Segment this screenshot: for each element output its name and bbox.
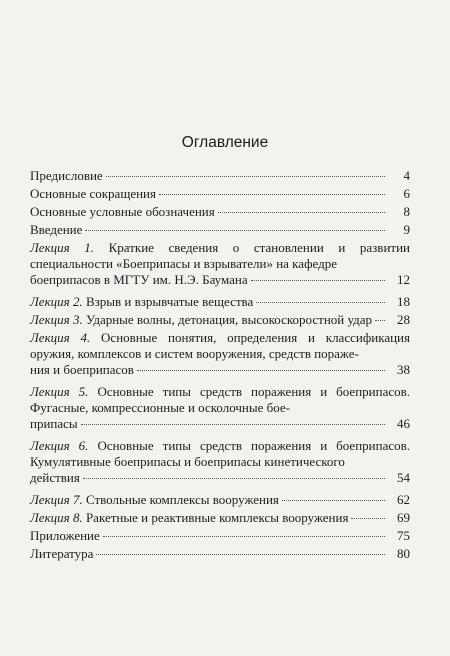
dot-leader — [83, 478, 385, 479]
toc-entry-label-end: припасы — [30, 416, 78, 431]
lecture-prefix: Лекция 2. — [30, 294, 83, 309]
toc-entry-lecture-5 — [30, 384, 410, 432]
toc-entry-label: Введение — [30, 222, 83, 237]
toc-entry-notation — [30, 204, 410, 220]
dot-leader — [106, 176, 385, 177]
toc-entry-lecture-1 — [30, 240, 410, 288]
toc-entry-label: Основные сокращения — [30, 186, 156, 201]
dot-leader — [251, 280, 385, 281]
toc-entry-label-end: действия — [30, 470, 80, 485]
toc-entry-page: 4 — [403, 168, 410, 183]
dot-leader — [96, 554, 385, 555]
dot-leader — [137, 370, 385, 371]
toc-entry-label: Приложение — [30, 528, 100, 543]
dot-leader — [282, 500, 385, 501]
toc-entry-label: Ствольные комплексы вооружения — [85, 492, 279, 507]
lecture-prefix: Лекция 3. — [30, 312, 83, 327]
toc-entry-label: Основные понятия, определения и классификация оружия, комплексов и систем вооружения, средств пораже- — [30, 330, 410, 361]
toc-entry-label: Литература — [30, 546, 94, 561]
toc-entry-abbreviations — [30, 186, 410, 202]
toc-entry-label: Ударные волны, детонация, высокоскоростной удар — [85, 312, 373, 327]
toc-entry-label: Предисловие — [30, 168, 103, 183]
toc-entry-label-end: боеприпасов в МГТУ им. Н.Э. Баумана — [30, 272, 248, 287]
toc-entry-page: 8 — [403, 204, 410, 219]
lecture-prefix: Лекция 1. — [30, 240, 95, 255]
toc-entry-page: 6 — [403, 186, 410, 201]
toc-entry-page: 69 — [397, 510, 410, 525]
toc-entry-page: 12 — [397, 272, 410, 287]
page-title: Оглавление — [181, 134, 269, 151]
lecture-prefix: Лекция 5. — [30, 384, 89, 399]
dot-leader — [218, 212, 385, 213]
toc-entry-lecture-7 — [30, 492, 410, 508]
toc-entry-page: 18 — [397, 294, 410, 309]
dot-leader — [351, 518, 385, 519]
toc-entry-lecture-2 — [30, 294, 410, 310]
lecture-prefix: Лекция 6. — [30, 438, 89, 453]
toc-entry-lecture-8 — [30, 510, 410, 526]
lecture-prefix: Лекция 7. — [30, 492, 83, 507]
toc-entry-page: 28 — [397, 312, 410, 327]
dot-leader — [103, 536, 385, 537]
toc-entry-lecture-3 — [30, 312, 410, 328]
toc-entry-page: 46 — [397, 416, 410, 431]
toc-entry-label: Краткие сведения о становлении и развитии специальности «Боеприпасы и взрыватели» на кафедре — [30, 240, 410, 271]
toc-entry-literature — [30, 546, 410, 562]
lecture-prefix: Лекция 4. — [30, 330, 91, 345]
toc-entry-label: Основные типы средств поражения и боеприпасов. Кумулятивные боеприпасы и боеприпасы кинетического — [30, 438, 410, 469]
dot-leader — [159, 194, 385, 195]
table-of-contents — [30, 168, 410, 562]
toc-entry-lecture-4 — [30, 330, 410, 378]
toc-entry-page: 54 — [397, 470, 410, 485]
toc-entry-preface — [30, 168, 410, 184]
lecture-prefix: Лекция 8. — [30, 510, 83, 525]
dot-leader — [85, 230, 385, 231]
toc-entry-page: 62 — [397, 492, 410, 507]
toc-entry-label: Ракетные и реактивные комплексы вооружения — [85, 510, 349, 525]
toc-entry-label: Основные типы средств поражения и боеприпасов. Фугасные, компрессионные и осколочные бое- — [30, 384, 410, 415]
toc-entry-page: 75 — [397, 528, 410, 543]
toc-entry-page: 38 — [397, 362, 410, 377]
toc-entry-label: Основные условные обозначения — [30, 204, 215, 219]
dot-leader — [256, 302, 385, 303]
dot-leader — [375, 320, 385, 321]
dot-leader — [81, 424, 385, 425]
toc-entry-page: 9 — [403, 222, 410, 237]
toc-entry-appendix — [30, 528, 410, 544]
toc-entry-introduction — [30, 222, 410, 238]
toc-entry-page: 80 — [397, 546, 410, 561]
toc-entry-lecture-6 — [30, 438, 410, 486]
toc-entry-label: Взрыв и взрывчатые вещества — [85, 294, 254, 309]
toc-entry-label-end: ния и боеприпасов — [30, 362, 134, 377]
